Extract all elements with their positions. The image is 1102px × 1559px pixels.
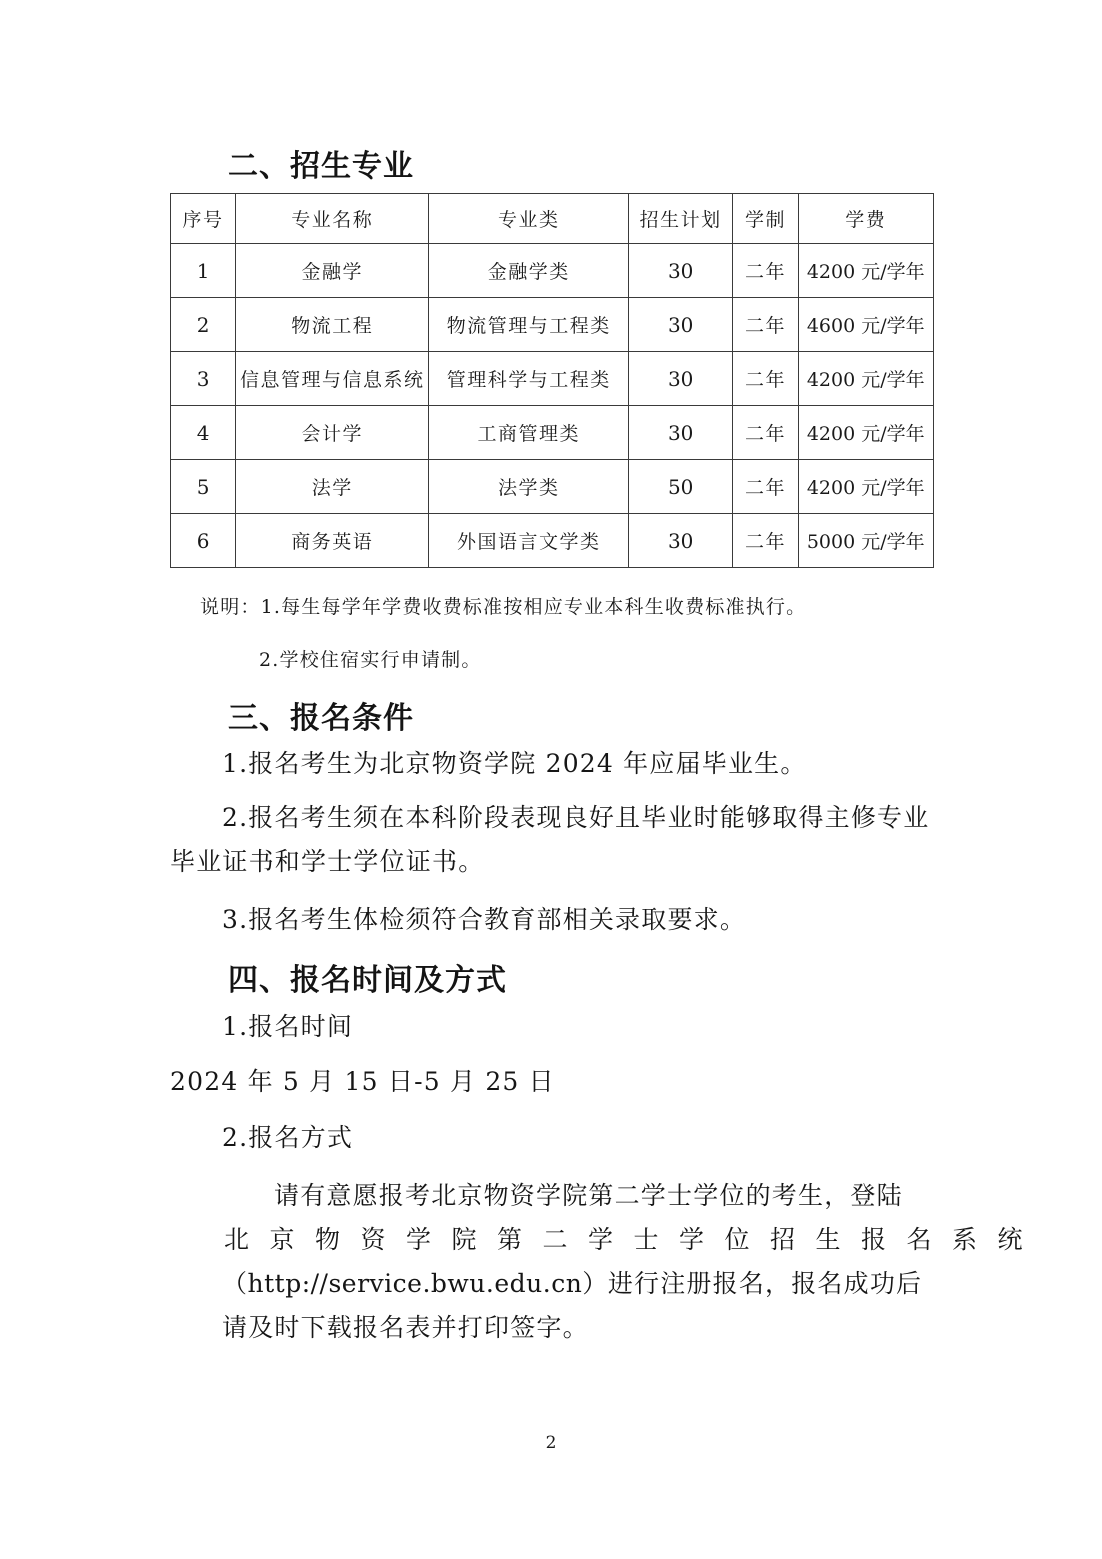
cell-plan: 30 [628, 352, 732, 406]
table-note-1: 说明：1.每生每学年学费收费标准按相应专业本科生收费标准执行。 [200, 596, 807, 618]
fee-amount: 4200 [806, 423, 856, 445]
fee-unit: 元/学年 [861, 315, 925, 337]
fee-unit: 元/学年 [861, 261, 925, 283]
cell-length: 二年 [733, 244, 798, 298]
cell-name: 会计学 [236, 406, 429, 460]
cell-category: 管理科学与工程类 [429, 352, 629, 406]
method-body-line-3-rest: 进行注册报名，报名成功后 [607, 1269, 923, 1298]
cell-length: 二年 [733, 514, 798, 568]
cell-category: 法学类 [429, 460, 629, 514]
cell-plan: 50 [628, 460, 732, 514]
cell-fee [798, 352, 933, 406]
cell-plan: 30 [628, 514, 732, 568]
cell-index: 3 [171, 352, 236, 406]
cell-fee [798, 514, 933, 568]
majors-table-body [171, 244, 934, 568]
cell-category: 物流管理与工程类 [429, 298, 629, 352]
cell-plan: 30 [628, 298, 732, 352]
cell-fee [798, 244, 933, 298]
fee-unit: 元/学年 [861, 477, 925, 499]
section-heading-registration: 四、报名时间及方式 [228, 964, 507, 997]
column-header-category: 专业类 [429, 194, 629, 244]
method-body-line-2: 北京物资学院第二学士学位招生报名系统 [224, 1225, 1044, 1254]
table-header-row [171, 194, 934, 244]
majors-table-header [171, 194, 934, 244]
registration-time-value: 2024 年 5 月 15 日-5 月 25 日 [170, 1067, 555, 1096]
cell-index: 5 [171, 460, 236, 514]
table-note-2: 2.学校住宿实行申请制。 [259, 649, 482, 671]
fee-amount: 5000 [806, 531, 856, 553]
cell-index: 4 [171, 406, 236, 460]
fee-amount: 4200 [806, 261, 856, 283]
page-number: 2 [545, 1433, 557, 1453]
fee-amount: 4600 [806, 315, 856, 337]
cell-category: 外国语言文学类 [429, 514, 629, 568]
cell-length: 二年 [733, 460, 798, 514]
cell-name: 商务英语 [236, 514, 429, 568]
cell-index: 1 [171, 244, 236, 298]
section-heading-majors: 二、招生专业 [228, 150, 414, 183]
cell-name: 信息管理与信息系统 [236, 352, 429, 406]
registration-time-label: 1.报名时间 [222, 1012, 354, 1041]
cell-fee [798, 298, 933, 352]
cell-index: 2 [171, 298, 236, 352]
column-header-fee: 学费 [798, 194, 933, 244]
column-header-length: 学制 [733, 194, 798, 244]
table-row [171, 244, 934, 298]
registration-method-body [170, 1174, 1044, 1350]
table-row [171, 352, 934, 406]
fee-unit: 元/学年 [861, 423, 925, 445]
cell-length: 二年 [733, 352, 798, 406]
method-body-line-4: 请及时下载报名表并打印签字。 [222, 1313, 589, 1342]
registration-method-label: 2.报名方式 [222, 1123, 354, 1152]
table-row [171, 460, 934, 514]
method-body-line-1: 请有意愿报考北京物资学院第二学士学位的考生，登陆 [274, 1181, 903, 1210]
fee-unit: 元/学年 [861, 531, 925, 553]
registration-system-url[interactable]: （http://service.bwu.edu.cn） [222, 1269, 608, 1298]
column-header-plan: 招生计划 [628, 194, 732, 244]
method-body-line-3 [170, 1262, 936, 1306]
fee-amount: 4200 [806, 477, 856, 499]
cell-plan: 30 [628, 406, 732, 460]
table-row [171, 514, 934, 568]
cell-length: 二年 [733, 406, 798, 460]
column-header-name: 专业名称 [236, 194, 429, 244]
majors-table [170, 193, 934, 568]
column-header-index: 序号 [171, 194, 236, 244]
cell-name: 物流工程 [236, 298, 429, 352]
fee-unit: 元/学年 [861, 369, 925, 391]
majors-table-container [170, 193, 934, 568]
section-heading-conditions: 三、报名条件 [228, 702, 414, 735]
condition-item-2: 2.报名考生须在本科阶段表现良好且毕业时能够取得主修专业毕业证书和学士学位证书。 [170, 803, 930, 876]
cell-name: 法学 [236, 460, 429, 514]
table-row [171, 298, 934, 352]
cell-name: 金融学 [236, 244, 429, 298]
cell-index: 6 [171, 514, 236, 568]
condition-item-3: 3.报名考生体检须符合教育部相关录取要求。 [222, 905, 747, 934]
cell-fee [798, 406, 933, 460]
cell-plan: 30 [628, 244, 732, 298]
cell-category: 工商管理类 [429, 406, 629, 460]
cell-category: 金融学类 [429, 244, 629, 298]
cell-fee [798, 460, 933, 514]
cell-length: 二年 [733, 298, 798, 352]
condition-item-1: 1.报名考生为北京物资学院 2024 年应届毕业生。 [222, 749, 807, 778]
fee-amount: 4200 [806, 369, 856, 391]
table-row [171, 406, 934, 460]
